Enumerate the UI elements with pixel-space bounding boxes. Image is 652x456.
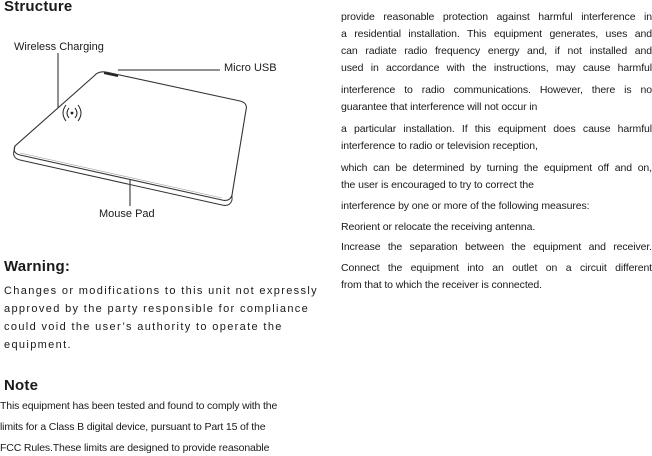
right-text-line: interference to radio or television reception,: [341, 140, 538, 152]
right-text-line: Reorient or relocate the receiving antenna.: [341, 221, 536, 233]
right-text-line: can radiate radio frequency energy and, if not installed and: [341, 45, 652, 57]
right-text-line: interference to radio communications. However, there is no: [341, 84, 652, 96]
structure-heading: Structure: [4, 0, 73, 15]
right-text-line: guarantee that interference will not occur in: [341, 101, 538, 113]
warning-heading: Warning:: [4, 258, 71, 275]
right-text-line: provide reasonable protection against harmful interference in: [341, 11, 652, 23]
right-text-line: a particular installation. If this equipment does cause harmful: [341, 123, 652, 135]
right-text-line: the user is encouraged to try to correct the: [341, 179, 534, 191]
mouse-pad-illustration: [0, 0, 330, 230]
note-line: limits for a Class B digital device, pursuant to Part 15 of the: [0, 421, 266, 433]
warning-line: equipment.: [4, 339, 72, 351]
right-text-line: interference by one or more of the following measures:: [341, 200, 590, 212]
right-text-line: which can be determined by turning the equipment off and on,: [341, 162, 652, 174]
warning-line: approved by the party responsible for compliance: [4, 303, 310, 315]
micro-usb-label: Micro USB: [224, 62, 277, 74]
right-text-line: from that to which the receiver is connected.: [341, 279, 542, 291]
right-text-line: a residential installation. This equipment generates, uses and: [341, 28, 652, 40]
note-heading: Note: [4, 377, 39, 394]
right-text-line: Connect the equipment into an outlet on a circuit different: [341, 262, 652, 274]
warning-line: Changes or modifications to this unit not expressly: [4, 285, 319, 297]
right-text-line: used in accordance with the instructions, may cause harmful: [341, 62, 652, 74]
mouse-pad-label: Mouse Pad: [99, 208, 155, 220]
warning-line: could void the user’s authority to operate the: [4, 321, 283, 333]
note-line: FCC Rules.These limits are designed to provide reasonable: [0, 442, 270, 454]
right-text-line: Increase the separation between the equipment and receiver.: [341, 241, 652, 253]
note-line: This equipment has been tested and found to comply with the: [0, 400, 278, 412]
wireless-charging-label: Wireless Charging: [14, 41, 104, 53]
